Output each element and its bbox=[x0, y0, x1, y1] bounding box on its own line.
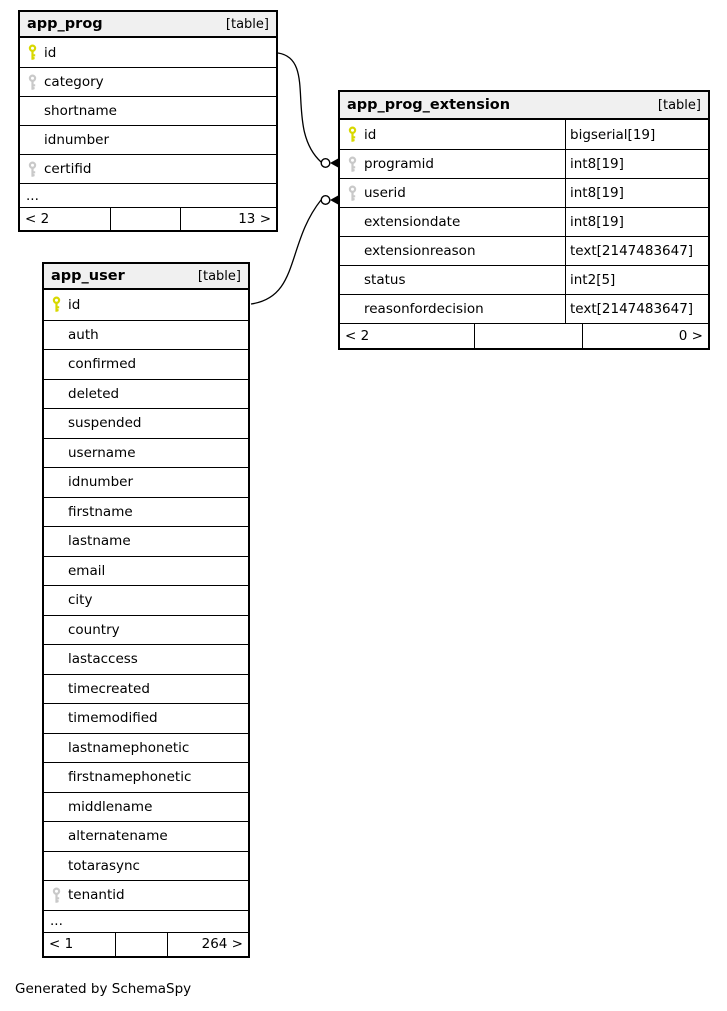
column-name: tenantid bbox=[68, 887, 125, 904]
column-name: alternatename bbox=[68, 828, 168, 845]
column-name: status bbox=[364, 272, 406, 288]
table-node-app_prog_extension bbox=[338, 90, 710, 350]
column-name: lastnamephonetic bbox=[68, 739, 190, 756]
children-count: 264 > bbox=[167, 933, 248, 956]
table-type-tag: [table] bbox=[225, 16, 269, 32]
column-name: category bbox=[44, 74, 104, 90]
relationship-app_prog-to-app_prog_extension bbox=[278, 53, 339, 168]
column-list bbox=[44, 290, 248, 910]
column-name: timemodified bbox=[68, 710, 158, 727]
column-row-timecreated bbox=[44, 674, 248, 704]
column-name: id bbox=[68, 296, 81, 313]
column-name: extensionreason bbox=[364, 243, 476, 259]
column-row-programid bbox=[340, 149, 708, 178]
column-name: certifid bbox=[44, 161, 92, 177]
children-count: 0 > bbox=[582, 324, 708, 348]
column-row-lastnamephonetic bbox=[44, 733, 248, 763]
foreign-key-icon bbox=[20, 161, 44, 178]
table-title: app_user bbox=[51, 268, 125, 284]
parents-count: < 2 bbox=[345, 328, 370, 344]
table-type-tag: [table] bbox=[657, 97, 701, 113]
relation-counts bbox=[44, 932, 248, 956]
column-row-city bbox=[44, 585, 248, 615]
column-row-country bbox=[44, 615, 248, 645]
table-header-app_prog_extension[interactable] bbox=[340, 92, 708, 120]
relation-counts bbox=[340, 323, 708, 348]
column-name: suspended bbox=[68, 415, 142, 432]
children-count: 13 > bbox=[180, 208, 276, 230]
foreign-key-icon bbox=[44, 887, 68, 904]
column-row-userid bbox=[340, 178, 708, 207]
column-row-idnumber bbox=[44, 467, 248, 497]
column-name: id bbox=[364, 126, 377, 143]
table-header-app_user[interactable] bbox=[44, 264, 248, 290]
zero-or-one-dot-icon bbox=[321, 196, 330, 205]
pager-spacer bbox=[474, 324, 582, 348]
column-name: extensiondate bbox=[364, 214, 461, 230]
column-row-firstname bbox=[44, 497, 248, 527]
column-type: text[2147483647] bbox=[565, 295, 708, 323]
column-row-firstnamephonetic bbox=[44, 762, 248, 792]
foreign-key-icon bbox=[20, 74, 44, 91]
column-name: timecreated bbox=[68, 680, 150, 697]
column-name: lastaccess bbox=[68, 651, 138, 668]
column-row-lastname bbox=[44, 526, 248, 556]
column-type: int8[19] bbox=[565, 208, 708, 236]
column-row-tenantid bbox=[44, 880, 248, 910]
column-row-status bbox=[340, 265, 708, 294]
column-row-totarasync bbox=[44, 851, 248, 881]
column-name: lastname bbox=[68, 533, 131, 550]
column-name: idnumber bbox=[68, 474, 134, 491]
relationship-line bbox=[278, 53, 321, 162]
column-name: reasonfordecision bbox=[364, 301, 484, 317]
column-list bbox=[20, 38, 276, 183]
column-row-alternatename bbox=[44, 821, 248, 851]
column-row-certifid bbox=[20, 154, 276, 183]
table-node-app_prog bbox=[18, 10, 278, 232]
column-type: int8[19] bbox=[565, 179, 708, 207]
column-row-deleted bbox=[44, 379, 248, 409]
parents-count: < 2 bbox=[25, 211, 50, 227]
column-row-lastaccess bbox=[44, 644, 248, 674]
column-name: middlename bbox=[68, 798, 153, 815]
pager-spacer bbox=[115, 933, 167, 956]
column-name: firstname bbox=[68, 503, 133, 520]
column-name: country bbox=[68, 621, 120, 638]
column-type: int2[5] bbox=[565, 266, 708, 294]
column-list bbox=[340, 120, 708, 323]
column-row-confirmed bbox=[44, 349, 248, 379]
generated-by-note: Generated by SchemaSpy bbox=[15, 981, 192, 997]
primary-key-icon bbox=[340, 126, 364, 143]
column-name: totarasync bbox=[68, 857, 140, 874]
column-row-id bbox=[340, 120, 708, 149]
column-name: userid bbox=[364, 185, 406, 201]
column-type: bigserial[19] bbox=[565, 120, 708, 149]
table-title: app_prog bbox=[27, 16, 103, 32]
primary-key-icon bbox=[44, 296, 68, 313]
table-node-app_user bbox=[42, 262, 250, 958]
foreign-key-icon bbox=[340, 185, 364, 202]
column-name: shortname bbox=[44, 103, 117, 119]
column-name: confirmed bbox=[68, 356, 137, 373]
parents-count: < 1 bbox=[49, 936, 74, 952]
column-row-username bbox=[44, 438, 248, 468]
table-header-app_prog[interactable] bbox=[20, 12, 276, 38]
table-type-tag: [table] bbox=[197, 268, 241, 284]
more-columns-indicator: ... bbox=[20, 183, 276, 207]
zero-or-one-dot-icon bbox=[321, 159, 330, 168]
column-name: id bbox=[44, 44, 57, 61]
column-row-id bbox=[20, 38, 276, 67]
column-row-email bbox=[44, 556, 248, 586]
column-row-extensiondate bbox=[340, 207, 708, 236]
column-row-extensionreason bbox=[340, 236, 708, 265]
column-name: deleted bbox=[68, 385, 120, 402]
column-name: auth bbox=[68, 326, 99, 343]
column-type: int8[19] bbox=[565, 150, 708, 178]
primary-key-icon bbox=[20, 44, 44, 61]
table-title: app_prog_extension bbox=[347, 97, 511, 113]
column-row-auth bbox=[44, 320, 248, 350]
column-type: text[2147483647] bbox=[565, 237, 708, 265]
column-name: programid bbox=[364, 156, 434, 172]
column-row-suspended bbox=[44, 408, 248, 438]
more-columns-indicator: ... bbox=[44, 910, 248, 932]
foreign-key-icon bbox=[340, 156, 364, 173]
column-row-middlename bbox=[44, 792, 248, 822]
column-name: firstnamephonetic bbox=[68, 769, 192, 786]
column-name: username bbox=[68, 444, 136, 461]
column-name: city bbox=[68, 592, 93, 609]
column-name: idnumber bbox=[44, 132, 110, 148]
column-row-idnumber bbox=[20, 125, 276, 154]
column-name: email bbox=[68, 562, 106, 579]
column-row-category bbox=[20, 67, 276, 96]
column-row-timemodified bbox=[44, 703, 248, 733]
pager-spacer bbox=[110, 208, 180, 230]
relation-counts bbox=[20, 207, 276, 230]
column-row-reasonfordecision bbox=[340, 294, 708, 323]
column-row-id bbox=[44, 290, 248, 320]
column-row-shortname bbox=[20, 96, 276, 125]
